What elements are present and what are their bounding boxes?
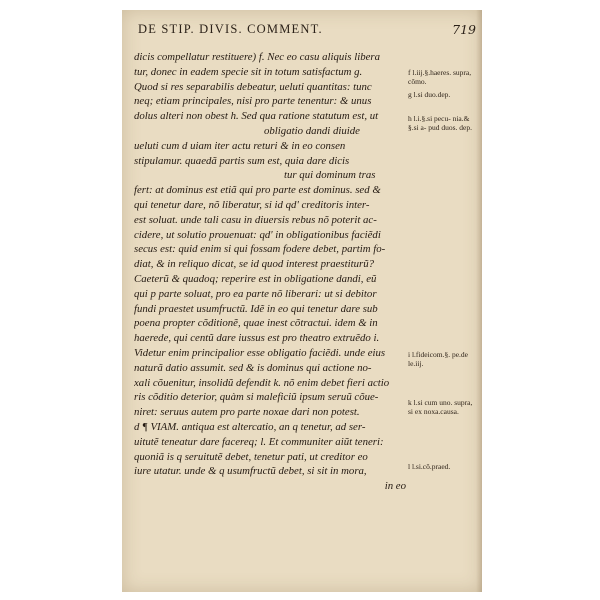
text-line: stipulamur. quaedã partis sum est, quia dare dicis <box>134 154 350 167</box>
text-line: d ¶ VIAM. antiqua est altercatio, an q tenetur, ad ser- <box>134 420 366 433</box>
text-line: dolus alteri non obest h. Sed qua ratione statutum est, ut <box>134 110 379 123</box>
text-line: niret: seruus autem pro parte noxae dari non potest. <box>134 406 360 419</box>
book-page <box>122 10 482 592</box>
text-line: fert: at dominus est etiã qui pro parte est dominus. sed & <box>134 184 381 197</box>
text-line: Videtur enim principalior esse obligatio faciẽdi. unde eius <box>134 346 386 359</box>
text-line: tur qui dominum tras <box>284 169 376 182</box>
text-line: Caeterũ & quadoq; reperire est in obligatione dandi, eũ <box>134 272 377 285</box>
text-line: secus est: quid enim si qui fossam fodere debet, partim fo- <box>134 243 386 256</box>
text-line: Quod si res separabilis debeatur, ueluti quantitas: tunc <box>134 80 372 93</box>
text-line: dicis compellatur restituere) f. Nec eo casu aliquis libera <box>134 51 380 63</box>
text-line: xali cõuenitur, insolidũ defendit k. nõ enim debet fieri actio <box>134 376 390 389</box>
text-line: poena propter cõditionẽ, quae inest cõtractui. idem & in <box>134 317 378 330</box>
page-number: 719 <box>452 22 476 37</box>
text-line: haerede, qui centũ dare iussus est pro theatro extruẽdo i. <box>134 332 380 345</box>
text-line: tur, donec in eadem specie sit in totum satisfactum g. <box>134 65 363 78</box>
text-line: obligatio dandi diuide <box>264 124 360 137</box>
text-line: naturã datio assumit. sed & is dominus qui actione no- <box>134 361 372 374</box>
margin-note: g l.si duo.dep. <box>408 90 451 99</box>
text-line: qui tenetur dare, nõ liberatur, si id qd' creditoris inter- <box>134 198 370 211</box>
margin-note: f l.iij.§.haeres. supra, cõmo. <box>408 68 472 86</box>
text-line: qui p parte soluat, pro ea parte nõ liberari: ut si debitor <box>134 287 377 300</box>
running-head: DE STIP. DIVIS. COMMENT. <box>138 22 323 36</box>
text-line: ueluti cum d uiam iter actu returi & in eo consen <box>134 139 346 152</box>
text-line: cidere, ut solutio prouenuat: qd' in obligationibus faciẽdi <box>134 228 381 241</box>
text-line: fundi praestet usumfructũ. Idẽ in eo qui tenetur dare sub <box>134 302 378 315</box>
text-line: neq; etiam principales, nisi pro parte tenentur: & unus <box>134 95 372 108</box>
main-text-block <box>134 50 406 494</box>
text-line: quoniã is q seruitutẽ debet, tenetur pati, ut creditor eo <box>134 450 368 463</box>
text-line: diat, & in reliquo dicat, se id quod interest praestiturũ? <box>134 258 375 271</box>
text-line: iure utatur. unde & q usumfructũ debet, si sit in mora, <box>134 465 367 478</box>
margin-note: i l.fideicom.§. pe.de le.iij. <box>408 350 468 368</box>
text-line: ris cõditio deterior, quàm si maleficiũ ipsum seruũ cõue- <box>134 391 379 404</box>
text-line: in eo <box>384 480 406 493</box>
margin-note: k l.si cum uno. supra, si ex noxa.causa. <box>408 398 473 416</box>
text-line: uitutẽ teneatur dare facereq; l. Et communiter aiũt teneri: <box>134 435 384 448</box>
margin-note: h l.i.§.si pecu- nia.& §.si a- pud duos. dep. <box>408 114 472 132</box>
margin-note: l l.si.cõ.praed. <box>408 462 451 471</box>
text-line: est soluat. unde tali casu in diuersis rebus nõ poterit ac- <box>134 213 377 226</box>
